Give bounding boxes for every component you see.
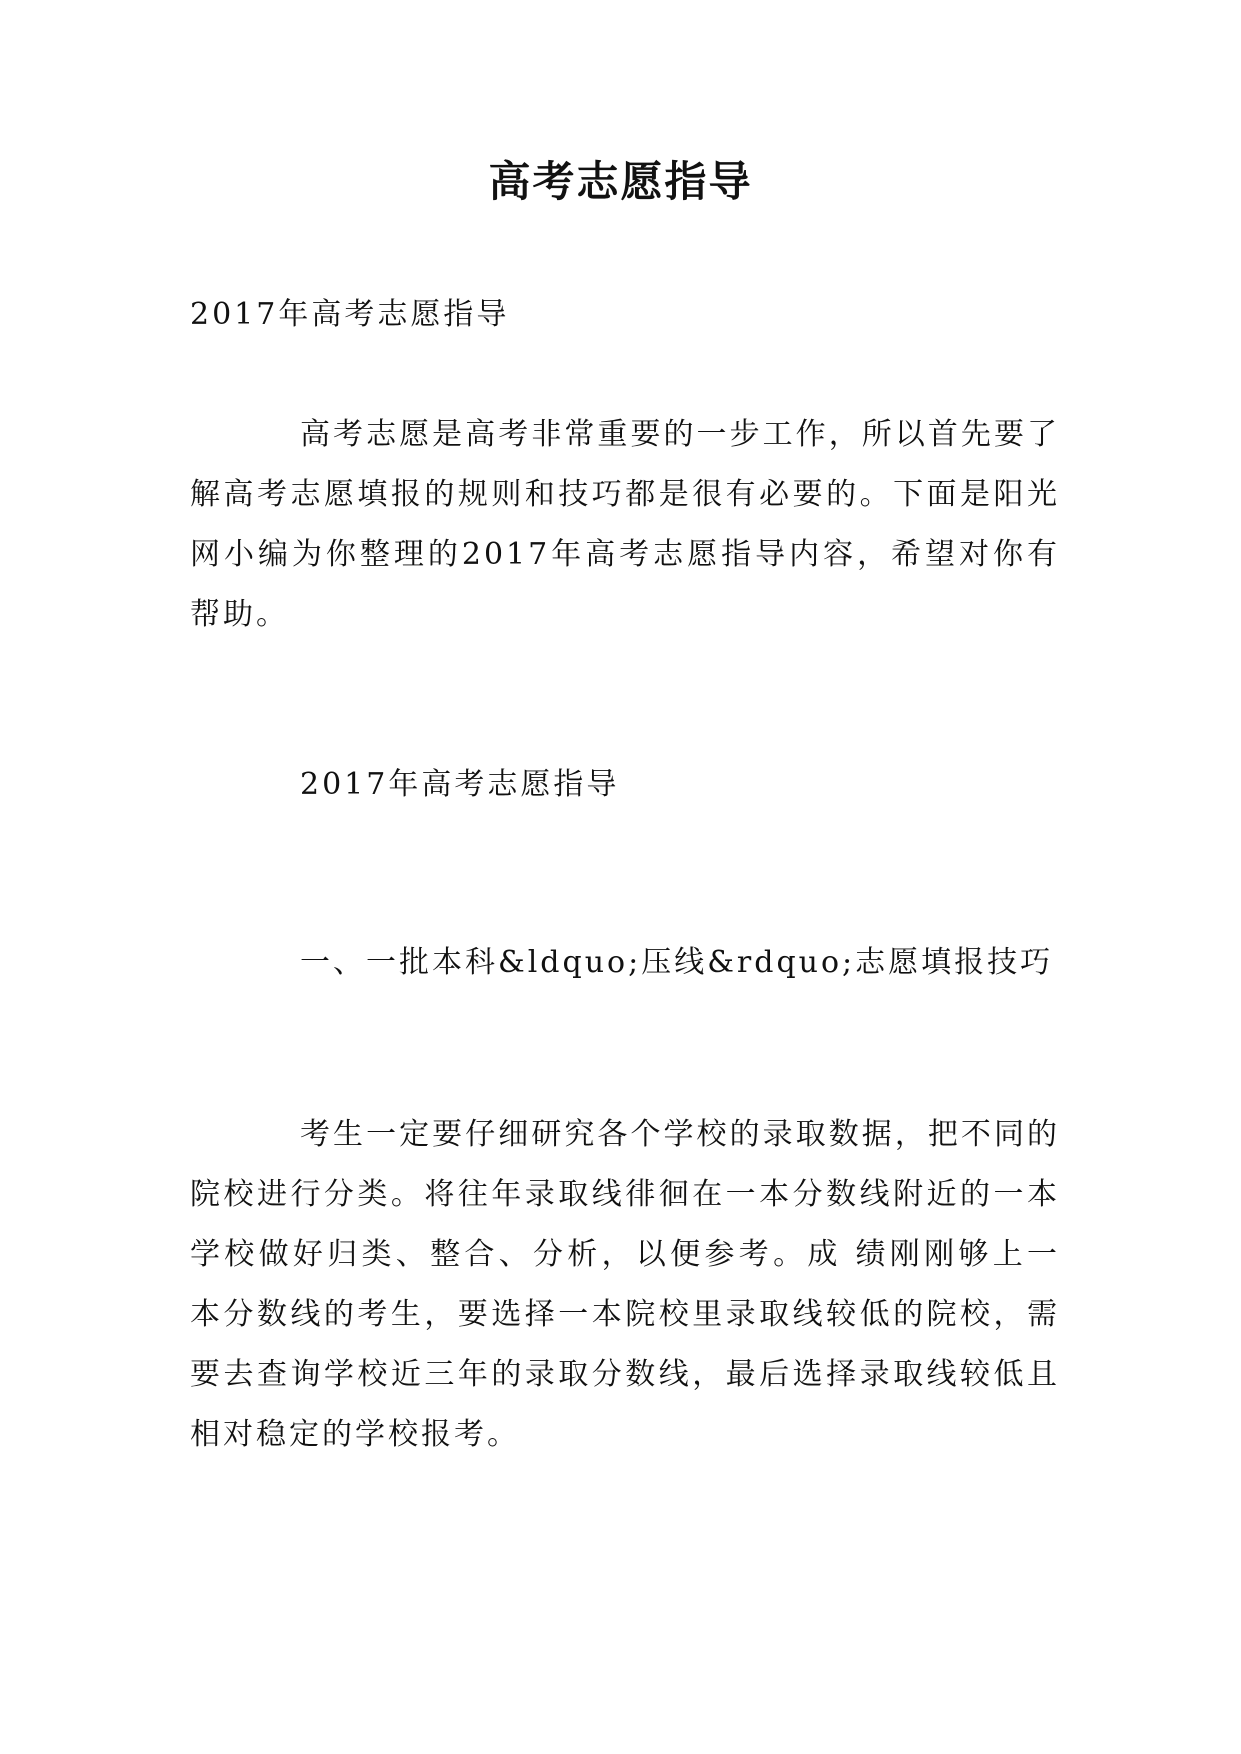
intro-paragraph: 高考志愿是高考非常重要的一步工作，所以首先要了解高考志愿填报的规则和技巧都是很有必要的。下面是阳光网小编为你整理的2017年高考志愿指导内容，希望对你有帮助。 [190,417,1060,632]
section-heading: 一、一批本科&ldquo;压线&rdquo;志愿填报技巧 [300,945,1054,980]
document-title: 高考志愿指导 [488,157,753,206]
body-paragraph: 考生一定要仔细研究各个学校的录取数据，把不同的院校进行分类。将往年录取线徘徊在一本分数线附近的一本学校做好归类、整合、分析，以便参考。成 绩刚刚够上一本分数线的考生，要选择一本院校里录取线较低的院校，需要去查询学校近三年的录取分数线，最后选择录取线较低且相对稳定的学校报考。 [190,1117,1060,1452]
section-title: 2017年高考志愿指导 [300,767,620,802]
subtitle: 2017年高考志愿指导 [190,297,510,332]
